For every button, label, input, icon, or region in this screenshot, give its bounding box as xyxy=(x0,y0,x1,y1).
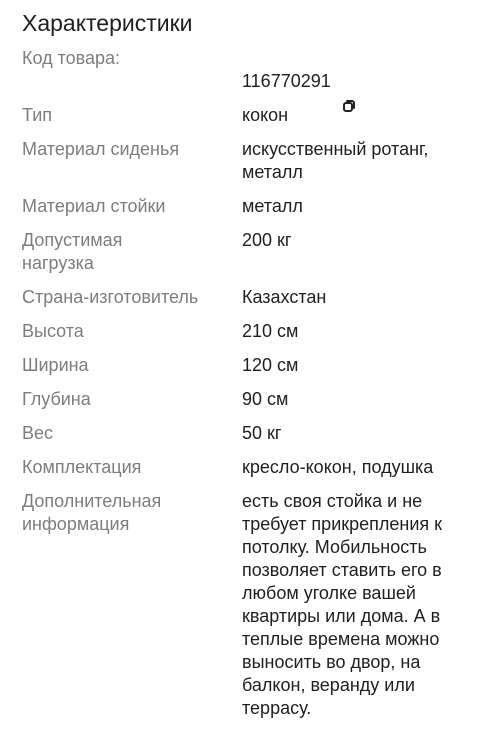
spec-row-additional-info xyxy=(0,490,504,720)
specs-list xyxy=(0,47,504,731)
spec-row-stand-material xyxy=(0,195,504,218)
spec-value: 120 см xyxy=(242,355,299,375)
spec-value: искусственный ротанг, металл xyxy=(242,139,429,182)
product-code-group xyxy=(242,70,357,93)
spec-label: Глубина xyxy=(22,389,91,409)
section-title: Характеристики xyxy=(22,10,193,36)
spec-row-load xyxy=(0,229,504,275)
spec-value: Казахстан xyxy=(242,287,327,307)
spec-label: Страна-изготовитель xyxy=(22,287,199,307)
copy-icon[interactable] xyxy=(341,75,357,91)
spec-value: 50 кг xyxy=(242,423,282,443)
spec-value: металл xyxy=(242,196,303,216)
spec-row-width xyxy=(0,354,504,377)
spec-label: Допустимая нагрузка xyxy=(22,230,123,273)
spec-label: Вес xyxy=(22,423,54,443)
spec-value: кокон xyxy=(242,105,289,125)
spec-label: Дополнительная информация xyxy=(22,491,162,534)
spec-row-set xyxy=(0,456,504,479)
spec-row-weight xyxy=(0,422,504,445)
spec-label: Материал стойки xyxy=(22,196,166,216)
spec-value: кресло-кокон, подушка xyxy=(242,457,434,477)
spec-row-seat-material xyxy=(0,138,504,184)
spec-label: Ширина xyxy=(22,355,89,375)
spec-value xyxy=(242,47,482,93)
spec-label: Высота xyxy=(22,321,84,341)
spec-value: 90 см xyxy=(242,389,289,409)
spec-row-product-code xyxy=(0,47,504,93)
spec-row-type xyxy=(0,104,504,127)
spec-row-country xyxy=(0,286,504,309)
spec-row-depth xyxy=(0,388,504,411)
spec-value: есть своя стойка и не требует прикрепления к потолку. Мобильность позволяет ставить его в любом уголке вашей квартиры или дома. А в теплые времена можно выносить во двор, на балкон, веранду или террасу. xyxy=(242,491,443,718)
spec-label: Код товара: xyxy=(22,48,121,68)
spec-label: Комплектация xyxy=(22,457,142,477)
spec-row-height xyxy=(0,320,504,343)
spec-value: 210 см xyxy=(242,321,299,341)
product-code-value: 116770291 xyxy=(242,71,331,91)
spec-value: 200 кг xyxy=(242,230,292,250)
spec-label: Тип xyxy=(22,105,53,125)
spec-label: Материал сиденья xyxy=(22,139,180,159)
